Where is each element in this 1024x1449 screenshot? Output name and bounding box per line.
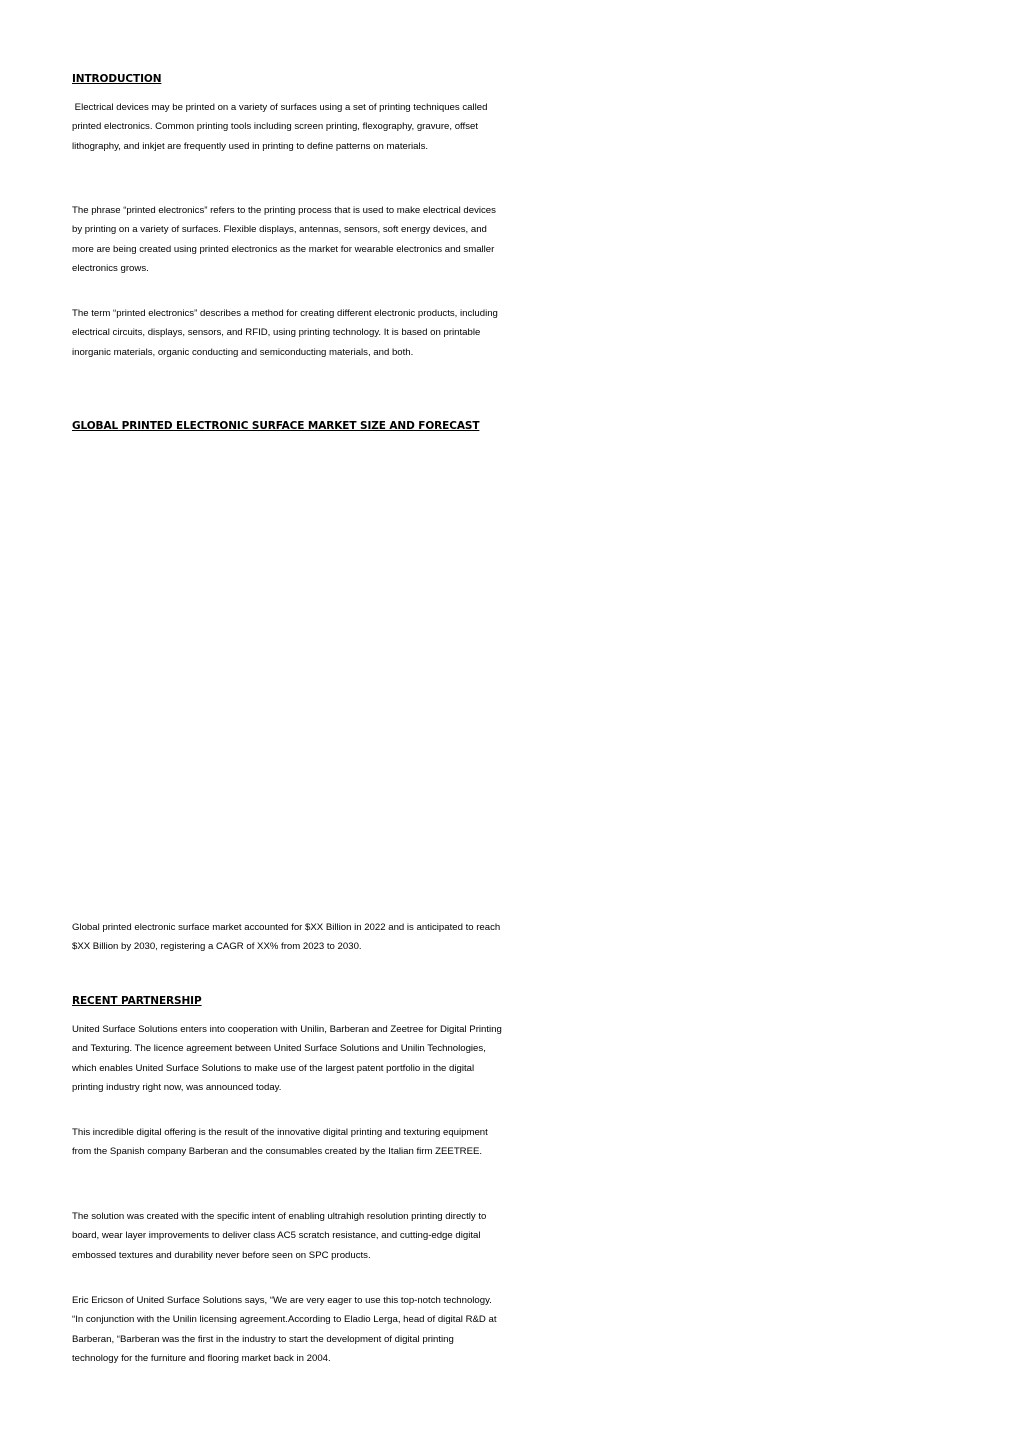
partnership-paragraph-2: This incredible digital offering is the result of the innovative digital printing and texturing equipment from the Spanish company Barberan and the consumables created by the Italian firm ZEETREE. <box>72 1127 488 1158</box>
market-heading: GLOBAL PRINTED ELECTRONIC SURFACE MARKET SIZE AND FORECAST <box>72 420 480 432</box>
partnership-heading: RECENT PARTNERSHIP <box>72 995 202 1007</box>
introduction-paragraph-3: The term “printed electronics” describes a method for creating different electronic products, including electrical circuits, displays, sensors, and RFID, using printing technology. It is based on printable inorganic materials, organic conducting and semiconducting materials, and both. <box>72 308 498 358</box>
introduction-paragraph-2: The phrase “printed electronics” refers to the printing process that is used to make electrical devices by printing on a variety of surfaces. Flexible displays, antennas, sensors, soft energy devices, and more are being created using printed electronics as the market for wearable electronics and smaller electronics grows. <box>72 205 496 275</box>
partnership-paragraph-4: Eric Ericson of United Surface Solutions says, “We are very eager to use this top-notch technology. “In conjunction with the Unilin licensing agreement.According to Eladio Lerga, head of digital R&D at Barberan, “Barberan was the first in the industry to start the development of digital printing technology for the furniture and flooring market back in 2004. <box>72 1295 497 1365</box>
blank-figure-area <box>72 450 502 910</box>
market-paragraph: Global printed electronic surface market accounted for $XX Billion in 2022 and is anticipated to reach $XX Billion by 2030, registering a CAGR of XX% from 2023 to 2030. <box>72 922 501 953</box>
introduction-paragraph-1: Electrical devices may be printed on a variety of surfaces using a set of printing techniques called printed electronics. Common printing tools including screen printing, flexography, gravure, offset lithography, and inkjet are frequently used in printing to define patterns on materials. <box>72 102 491 152</box>
partnership-paragraph-1: United Surface Solutions enters into cooperation with Unilin, Barberan and Zeetree for Digital Printing and Texturing. The licence agreement between United Surface Solutions and Unilin Technologies, which enables United Surface Solutions to make use of the largest patent portfolio in the digital printing industry right now, was announced today. <box>72 1024 502 1094</box>
partnership-paragraph-3: The solution was created with the specific intent of enabling ultrahigh resolution printing directly to board, wear layer improvements to deliver class AC5 scratch resistance, and cutting-edge digital embossed textures and durability never before seen on SPC products. <box>72 1211 487 1261</box>
introduction-heading: INTRODUCTION <box>72 73 162 85</box>
